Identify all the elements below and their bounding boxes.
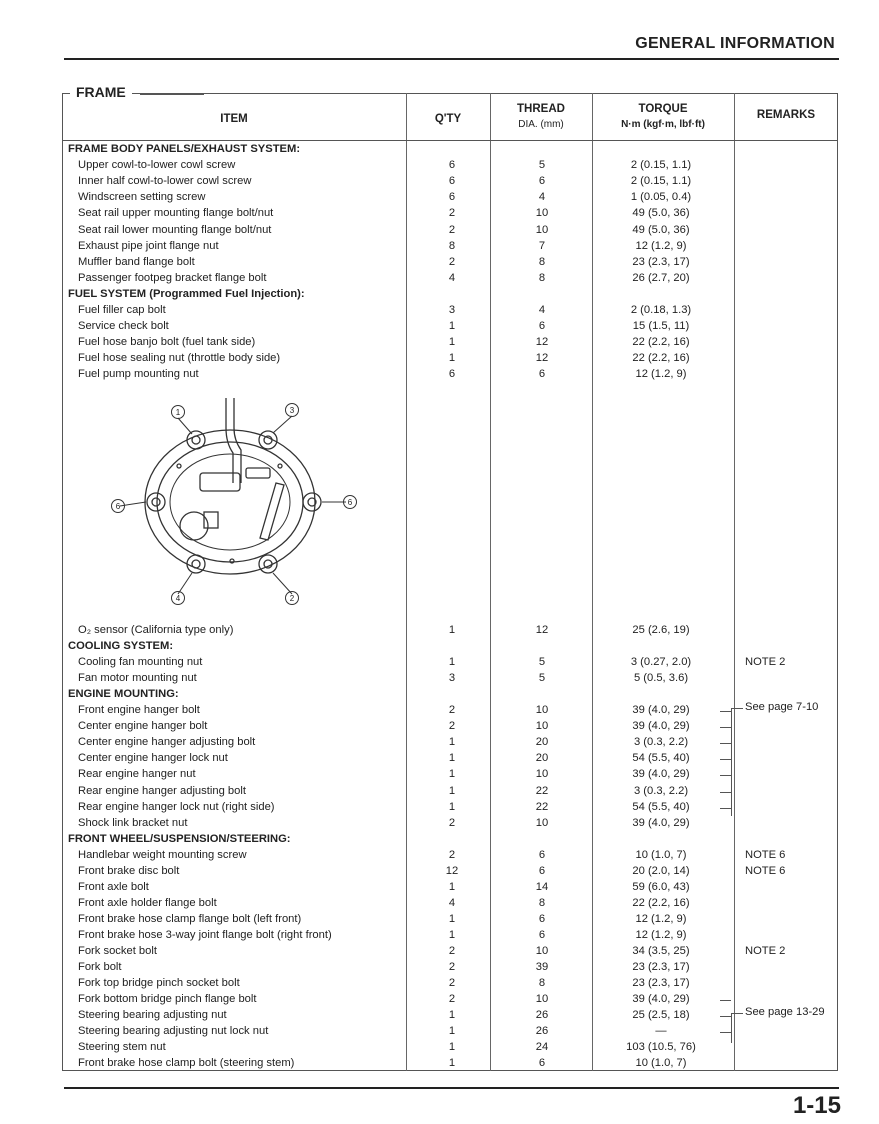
bracket-tick bbox=[720, 808, 731, 809]
cell-qty: 2 bbox=[448, 961, 456, 974]
cell-qty: 1 bbox=[448, 336, 456, 349]
cell-item: Exhaust pipe joint flange nut bbox=[78, 239, 219, 252]
bolt-1 bbox=[187, 431, 205, 449]
column-header-torque bbox=[592, 102, 734, 132]
cell-item: Front engine hanger bolt bbox=[78, 704, 200, 717]
cell-thread: 10 bbox=[535, 223, 549, 236]
cell-qty: 2 bbox=[448, 720, 456, 733]
cell-item: Rear engine hanger nut bbox=[78, 768, 196, 781]
cell-thread: 10 bbox=[535, 768, 549, 781]
cell-qty: 1 bbox=[448, 800, 456, 813]
cell-item: Fork bolt bbox=[78, 961, 122, 974]
steering-bracket-note: See page 13-29 bbox=[745, 1006, 825, 1018]
cell-qty: 8 bbox=[448, 239, 456, 252]
cell-torque: 1 (0.05, 0.4) bbox=[630, 191, 692, 204]
table-row bbox=[0, 656, 879, 672]
cell-torque: 3 (0.27, 2.0) bbox=[630, 656, 692, 669]
cell-thread: 26 bbox=[535, 1025, 549, 1038]
cell-item: Cooling fan mounting nut bbox=[78, 656, 203, 669]
cell-torque: 25 (2.5, 18) bbox=[632, 1009, 690, 1022]
page-number: 1-15 bbox=[792, 1092, 841, 1119]
cell-torque: 23 (2.3, 17) bbox=[632, 961, 690, 974]
cell-torque: 3 (0.3, 2.2) bbox=[633, 784, 689, 797]
bracket-tick bbox=[720, 727, 731, 728]
cell-item: Muffler band flange bolt bbox=[78, 255, 195, 268]
cell-thread: 24 bbox=[535, 1041, 549, 1054]
table-section-heading bbox=[0, 288, 879, 304]
cell-item: COOLING SYSTEM: bbox=[68, 640, 174, 653]
thread-header-unit: DIA. (mm) bbox=[518, 119, 564, 130]
cell-item: Front brake hose clamp bolt (steering stem) bbox=[78, 1057, 295, 1070]
table-row bbox=[0, 849, 879, 865]
table-row bbox=[0, 977, 879, 993]
cell-thread: 6 bbox=[538, 864, 546, 877]
cell-torque: 2 (0.15, 1.1) bbox=[630, 159, 692, 172]
bracket-tick bbox=[720, 775, 731, 776]
table-row bbox=[0, 1041, 879, 1057]
header-rule bbox=[64, 58, 839, 60]
cell-qty: 1 bbox=[448, 880, 456, 893]
engine-bracket-note: See page 7-10 bbox=[745, 701, 819, 713]
bottom-rule bbox=[64, 1087, 839, 1089]
cell-torque: 2 (0.18, 1.3) bbox=[630, 304, 692, 316]
cell-remarks: NOTE 2 bbox=[745, 945, 786, 957]
cell-torque: 22 (2.2, 16) bbox=[632, 336, 690, 349]
cell-item: Rear engine hanger lock nut (right side) bbox=[78, 800, 275, 813]
cell-remarks: NOTE 6 bbox=[745, 848, 786, 861]
cell-item: Fuel filler cap bolt bbox=[78, 304, 166, 316]
cell-thread: 39 bbox=[535, 961, 549, 974]
cell-item: Front brake hose 3-way joint flange bolt (right front) bbox=[78, 928, 332, 941]
cell-remarks: NOTE 2 bbox=[745, 656, 786, 669]
cell-thread: 5 bbox=[538, 159, 546, 172]
pump-wire bbox=[226, 398, 233, 483]
column-header-remarks: REMARKS bbox=[756, 109, 816, 121]
cell-qty: 1 bbox=[448, 624, 456, 636]
cell-qty: 2 bbox=[448, 977, 456, 990]
cell-thread: 12 bbox=[535, 624, 549, 636]
cell-thread: 6 bbox=[538, 928, 546, 941]
cell-item: Upper cowl-to-lower cowl screw bbox=[78, 159, 236, 172]
table-section-heading bbox=[0, 640, 879, 656]
cell-qty: 2 bbox=[448, 255, 456, 268]
cell-torque: 3 (0.3, 2.2) bbox=[633, 736, 689, 749]
cell-torque: 12 (1.2, 9) bbox=[635, 928, 687, 941]
cell-torque: — bbox=[655, 1025, 667, 1038]
cell-qty: 4 bbox=[448, 896, 456, 909]
cell-torque: 59 (6.0, 43) bbox=[632, 880, 690, 893]
table-row bbox=[0, 817, 879, 833]
callout-4: 4 bbox=[175, 594, 181, 603]
cell-item: Fork socket bolt bbox=[78, 945, 157, 957]
cell-item: Inner half cowl-to-lower cowl screw bbox=[78, 175, 252, 188]
column-header-qty: Q'TY bbox=[434, 113, 462, 125]
cell-torque: 54 (5.5, 40) bbox=[632, 752, 690, 765]
cell-qty: 6 bbox=[448, 159, 456, 172]
cell-item: Handlebar weight mounting screw bbox=[78, 848, 247, 861]
table-row bbox=[0, 672, 879, 688]
cell-qty: 6 bbox=[448, 191, 456, 204]
cell-qty: 2 bbox=[448, 223, 456, 236]
cell-torque: 23 (2.3, 17) bbox=[632, 977, 690, 990]
cell-item: Fuel hose banjo bolt (fuel tank side) bbox=[78, 336, 256, 349]
cell-thread: 4 bbox=[538, 304, 546, 316]
cell-qty: 1 bbox=[448, 1009, 456, 1022]
cell-item: Rear engine hanger adjusting bolt bbox=[78, 784, 246, 797]
table-row bbox=[0, 224, 879, 240]
cell-thread: 12 bbox=[535, 352, 549, 365]
cell-item: Service check bolt bbox=[78, 320, 169, 333]
cell-remarks: NOTE 6 bbox=[745, 864, 786, 877]
cell-item: Shock link bracket nut bbox=[78, 816, 188, 829]
cell-thread: 6 bbox=[538, 1057, 546, 1070]
page-header-title: GENERAL INFORMATION bbox=[635, 35, 835, 52]
cell-item: O₂ sensor (California type only) bbox=[78, 624, 234, 636]
cell-torque: 39 (4.0, 29) bbox=[632, 720, 690, 733]
cell-item: Seat rail lower mounting flange bolt/nut bbox=[78, 223, 272, 236]
cell-qty: 1 bbox=[448, 912, 456, 925]
table-row bbox=[0, 320, 879, 336]
cell-qty: 2 bbox=[448, 704, 456, 717]
cell-thread: 10 bbox=[535, 816, 549, 829]
table-row bbox=[0, 752, 879, 768]
cell-thread: 7 bbox=[538, 239, 546, 252]
cell-item: Front brake disc bolt bbox=[78, 864, 180, 877]
cell-qty: 1 bbox=[448, 784, 456, 797]
table-row bbox=[0, 1057, 879, 1073]
bracket-tick bbox=[720, 1032, 731, 1033]
cell-torque: 49 (5.0, 36) bbox=[632, 223, 690, 236]
callout-3: 3 bbox=[289, 406, 295, 415]
table-row bbox=[0, 801, 879, 817]
cell-item: FRAME BODY PANELS/EXHAUST SYSTEM: bbox=[68, 143, 301, 155]
cell-qty: 6 bbox=[448, 175, 456, 188]
table-row bbox=[0, 961, 879, 977]
bracket-tick bbox=[720, 743, 731, 744]
cell-thread: 8 bbox=[538, 271, 546, 284]
cell-torque: 22 (2.2, 16) bbox=[632, 896, 690, 909]
pump-flange-inner bbox=[157, 442, 303, 562]
cell-torque: 5 (0.5, 3.6) bbox=[633, 672, 689, 685]
table-row bbox=[0, 175, 879, 191]
table-row bbox=[0, 945, 879, 961]
cell-item: Fuel pump mounting nut bbox=[78, 368, 199, 381]
table-row bbox=[0, 368, 879, 384]
cell-qty: 1 bbox=[448, 320, 456, 333]
cell-qty: 2 bbox=[448, 945, 456, 957]
column-header-thread bbox=[490, 102, 592, 132]
table-row bbox=[0, 881, 879, 897]
cell-thread: 22 bbox=[535, 784, 549, 797]
cell-item: Fork top bridge pinch socket bolt bbox=[78, 977, 240, 990]
cell-qty: 1 bbox=[448, 736, 456, 749]
cell-item: Steering bearing adjusting nut bbox=[78, 1009, 227, 1022]
cell-item: Steering bearing adjusting nut lock nut bbox=[78, 1025, 269, 1038]
table-row bbox=[0, 256, 879, 272]
pump-plate bbox=[170, 454, 290, 550]
table-row bbox=[0, 865, 879, 881]
cell-item: FUEL SYSTEM (Programmed Fuel Injection): bbox=[68, 287, 305, 300]
bracket-tick bbox=[720, 711, 731, 712]
table-row bbox=[0, 929, 879, 945]
cell-thread: 26 bbox=[535, 1009, 549, 1022]
table-row bbox=[0, 207, 879, 223]
cell-item: Seat rail upper mounting flange bolt/nut bbox=[78, 207, 274, 220]
cell-thread: 10 bbox=[535, 704, 549, 717]
callout-6-right: 6 bbox=[347, 498, 353, 507]
cell-qty: 2 bbox=[448, 993, 456, 1006]
cell-torque: 49 (5.0, 36) bbox=[632, 207, 690, 220]
cell-torque: 103 (10.5, 76) bbox=[626, 1041, 696, 1054]
bracket-tick bbox=[720, 1000, 731, 1001]
table-section-heading bbox=[0, 143, 879, 159]
cell-thread: 6 bbox=[538, 368, 546, 381]
column-header-item: ITEM bbox=[220, 113, 248, 125]
cell-qty: 2 bbox=[448, 207, 456, 220]
cell-torque: 26 (2.7, 20) bbox=[632, 271, 690, 284]
cell-thread: 12 bbox=[535, 336, 549, 349]
cell-torque: 12 (1.2, 9) bbox=[635, 239, 687, 252]
cell-item: Fan motor mounting nut bbox=[78, 672, 197, 685]
cell-qty: 12 bbox=[445, 864, 459, 877]
table-row bbox=[0, 240, 879, 256]
cell-torque: 39 (4.0, 29) bbox=[632, 993, 690, 1006]
cell-thread: 8 bbox=[538, 977, 546, 990]
table-row bbox=[0, 768, 879, 784]
cell-torque: 2 (0.15, 1.1) bbox=[630, 175, 692, 188]
table-row bbox=[0, 336, 879, 352]
cell-item: ENGINE MOUNTING: bbox=[68, 688, 179, 701]
table-row bbox=[0, 785, 879, 801]
cell-thread: 6 bbox=[538, 848, 546, 861]
cell-qty: 4 bbox=[448, 271, 456, 284]
cell-qty: 3 bbox=[448, 304, 456, 316]
cell-qty: 1 bbox=[448, 768, 456, 781]
callout-2: 2 bbox=[289, 594, 295, 603]
cell-torque: 25 (2.6, 19) bbox=[632, 624, 690, 636]
cell-qty: 6 bbox=[448, 368, 456, 381]
cell-torque: 22 (2.2, 16) bbox=[632, 352, 690, 365]
bracket-tick bbox=[720, 759, 731, 760]
table-row bbox=[0, 272, 879, 288]
cell-thread: 8 bbox=[538, 255, 546, 268]
bracket-tick bbox=[720, 792, 731, 793]
cell-thread: 6 bbox=[538, 320, 546, 333]
torque-header-label: TORQUE bbox=[638, 103, 688, 115]
cell-qty: 1 bbox=[448, 1025, 456, 1038]
cell-thread: 4 bbox=[538, 191, 546, 204]
bracket-tick bbox=[720, 1016, 731, 1017]
table-row bbox=[0, 897, 879, 913]
cell-item: Front brake hose clamp flange bolt (left front) bbox=[78, 912, 302, 925]
cell-thread: 10 bbox=[535, 945, 549, 957]
cell-thread: 5 bbox=[538, 656, 546, 669]
cell-thread: 22 bbox=[535, 800, 549, 813]
cell-qty: 1 bbox=[448, 928, 456, 941]
table-section-heading bbox=[0, 833, 879, 849]
header-row-divider bbox=[62, 140, 838, 141]
cell-item: Steering stem nut bbox=[78, 1041, 166, 1054]
cell-qty: 1 bbox=[448, 352, 456, 365]
cell-item: Passenger footpeg bracket flange bolt bbox=[78, 271, 267, 284]
cell-item: Front axle holder flange bolt bbox=[78, 896, 217, 909]
table-row bbox=[0, 913, 879, 929]
cell-torque: 23 (2.3, 17) bbox=[632, 255, 690, 268]
table-row bbox=[0, 736, 879, 752]
cell-item: Center engine hanger bolt bbox=[78, 720, 208, 733]
cell-thread: 8 bbox=[538, 896, 546, 909]
cell-torque: 34 (3.5, 25) bbox=[632, 945, 690, 957]
cell-qty: 1 bbox=[448, 1041, 456, 1054]
cell-qty: 1 bbox=[448, 1057, 456, 1070]
frame-section-label: FRAME bbox=[70, 84, 132, 100]
table-row bbox=[0, 159, 879, 175]
cell-torque: 10 (1.0, 7) bbox=[635, 848, 687, 861]
table-row bbox=[0, 624, 879, 640]
cell-item: FRONT WHEEL/SUSPENSION/STEERING: bbox=[68, 832, 291, 845]
bolt-4 bbox=[187, 555, 205, 573]
cell-thread: 6 bbox=[538, 175, 546, 188]
table-row bbox=[0, 352, 879, 368]
cell-item: Front axle bolt bbox=[78, 880, 149, 893]
bolt-6-left bbox=[147, 493, 165, 511]
cell-thread: 5 bbox=[538, 672, 546, 685]
callout-6-left: 6 bbox=[115, 502, 121, 511]
cell-torque: 20 (2.0, 14) bbox=[632, 864, 690, 877]
cell-thread: 20 bbox=[535, 736, 549, 749]
callout-1: 1 bbox=[175, 408, 181, 417]
cell-item: Fuel hose sealing nut (throttle body side) bbox=[78, 352, 281, 365]
cell-torque: 15 (1.5, 11) bbox=[632, 320, 690, 333]
pump-connector bbox=[200, 473, 240, 491]
cell-torque: 54 (5.5, 40) bbox=[632, 800, 690, 813]
cell-thread: 10 bbox=[535, 720, 549, 733]
fuel-pump-figure bbox=[108, 398, 368, 608]
cell-thread: 14 bbox=[535, 880, 549, 893]
cell-item: Center engine hanger lock nut bbox=[78, 752, 228, 765]
cell-qty: 1 bbox=[448, 656, 456, 669]
cell-qty: 2 bbox=[448, 816, 456, 829]
cell-thread: 20 bbox=[535, 752, 549, 765]
cell-thread: 10 bbox=[535, 993, 549, 1006]
cell-torque: 39 (4.0, 29) bbox=[632, 816, 690, 829]
cell-torque: 10 (1.0, 7) bbox=[635, 1057, 687, 1070]
cell-torque: 39 (4.0, 29) bbox=[632, 768, 690, 781]
table-row bbox=[0, 304, 879, 320]
torque-header-unit: N·m (kgf·m, lbf·ft) bbox=[621, 119, 705, 130]
cell-torque: 12 (1.2, 9) bbox=[635, 368, 687, 381]
thread-header-label: THREAD bbox=[517, 103, 565, 115]
cell-qty: 3 bbox=[448, 672, 456, 685]
table-row bbox=[0, 720, 879, 736]
table-row bbox=[0, 1025, 879, 1041]
cell-qty: 1 bbox=[448, 752, 456, 765]
frame-label-line bbox=[140, 94, 204, 95]
cell-item: Center engine hanger adjusting bolt bbox=[78, 736, 256, 749]
cell-item: Fork bottom bridge pinch flange bolt bbox=[78, 993, 257, 1006]
cell-thread: 6 bbox=[538, 912, 546, 925]
cell-qty: 2 bbox=[448, 848, 456, 861]
cell-item: Windscreen setting screw bbox=[78, 191, 206, 204]
bolt-6-right bbox=[303, 493, 321, 511]
cell-torque: 12 (1.2, 9) bbox=[635, 912, 687, 925]
cell-torque: 39 (4.0, 29) bbox=[632, 704, 690, 717]
table-row bbox=[0, 191, 879, 207]
cell-thread: 10 bbox=[535, 207, 549, 220]
